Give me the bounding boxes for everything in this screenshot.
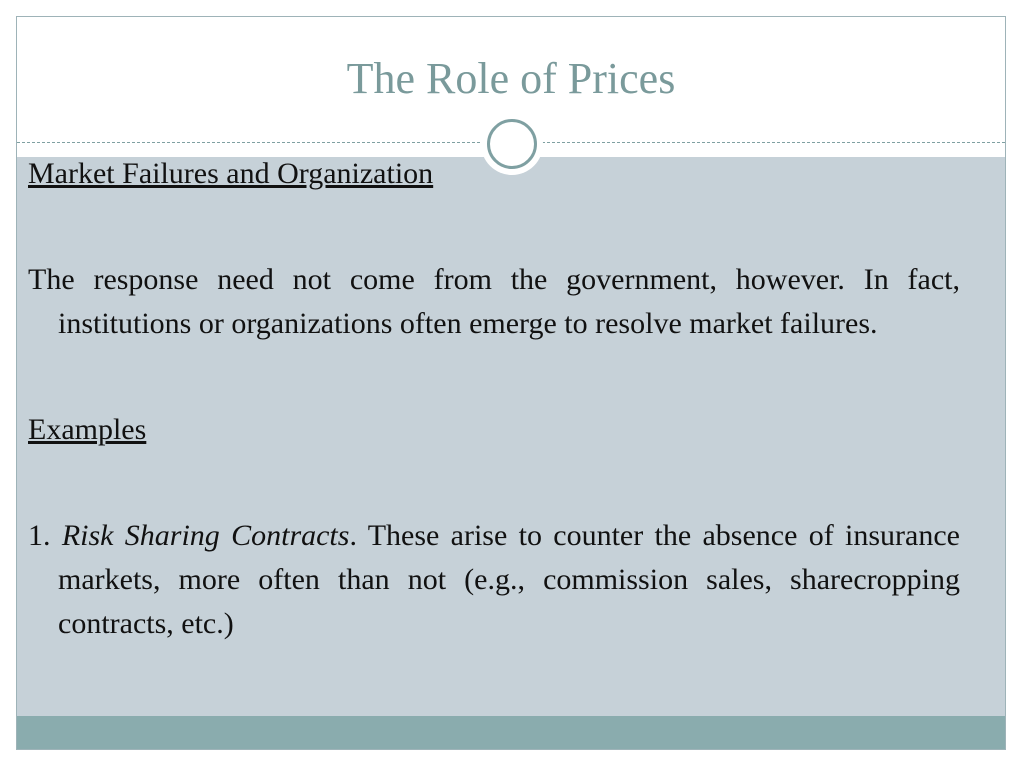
example-1-name: Risk Sharing Contracts <box>61 519 350 552</box>
example-1 <box>28 514 960 646</box>
spacer <box>28 452 960 514</box>
footer-band <box>17 716 1005 750</box>
section-heading: Market Failures and Organization <box>28 157 434 190</box>
spacer <box>28 196 960 258</box>
slide-title: The Role of Prices <box>346 54 676 103</box>
example-1-text: These arise to counter the absence of insurance markets, more often than not (e.g., commission sales, sharecropping contracts, etc.) <box>58 519 960 640</box>
examples-heading: Examples <box>28 413 147 446</box>
paragraph-1: The response need not come from the government, however. In fact, institutions or organizations often emerge to resolve market failures. <box>28 263 960 340</box>
slide-body <box>28 152 960 646</box>
spacer <box>28 346 960 408</box>
example-1-number: 1. <box>28 519 51 552</box>
example-1-name-suffix: . <box>349 519 357 552</box>
